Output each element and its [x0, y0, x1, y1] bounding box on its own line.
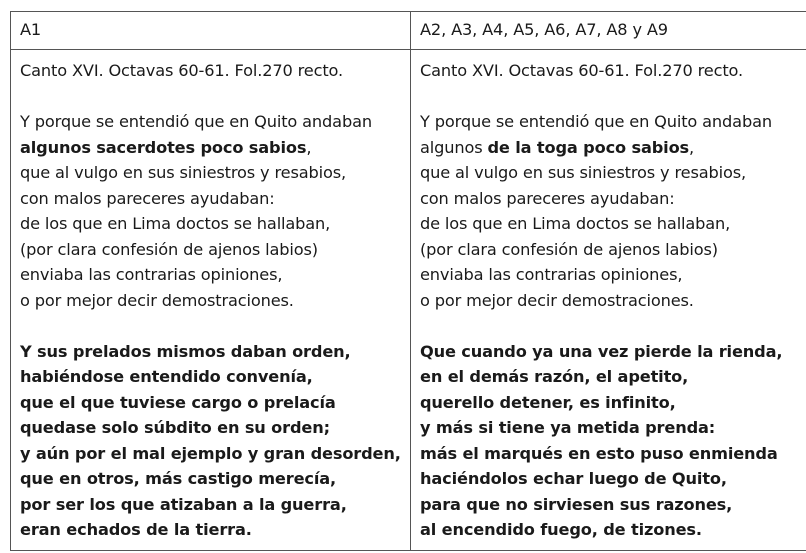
header-cell-a1: A1: [11, 12, 411, 50]
verse-line: Y sus prelados mismos daban orden,: [20, 341, 351, 361]
verse-line: querello detener, es infinito,: [420, 392, 676, 412]
comparison-table: [10, 11, 806, 551]
reference-line: Canto XVI. Octavas 60-61. Fol.270 recto.: [420, 61, 744, 80]
header-row: [11, 12, 806, 50]
verse-line: Y porque se entendió que en Quito andaban: [420, 112, 772, 131]
content-row: [11, 50, 806, 551]
verse-line: de los que en Lima doctos se hallaban,: [20, 214, 331, 233]
verse-line: (por clara confesión de ajenos labios): [420, 239, 718, 259]
verse-line: haciéndolos echar luego de Quito,: [420, 469, 727, 488]
verse-line: enviaba las contrarias opiniones,: [420, 265, 683, 284]
stanza-gap: [420, 313, 806, 339]
verse-line: (por clara confesión de ajenos labios): [20, 239, 318, 259]
verse-line: habiéndose entendido convenía,: [20, 367, 313, 386]
verse-line: para que no sirviesen sus razones,: [420, 494, 733, 514]
verse-line: al encendido fuego, de tizones.: [420, 520, 702, 539]
cell-a2-a9-text: [411, 50, 806, 551]
stanza-1-a1: [20, 109, 410, 313]
verse-line: más el marqués en esto puso enmienda: [420, 443, 778, 463]
verse-line: Y porque se entendió que en Quito andaban: [20, 112, 372, 131]
verse-line: que el que tuviese cargo o prelacía: [20, 392, 336, 412]
header-cell-a2-a9: A2, A3, A4, A5, A6, A7, A8 y A9: [411, 12, 806, 50]
verse-line: con malos pareceres ayudaban:: [20, 188, 275, 208]
stanza-2-a1: [20, 339, 410, 543]
verse-line: quedase solo súbdito en su orden;: [20, 418, 330, 437]
verse-line: algunos de la toga poco sabios,: [420, 137, 695, 157]
verse-line: o por mejor decir demostraciones.: [20, 290, 294, 310]
verse-line: que en otros, más castigo merecía,: [20, 469, 337, 488]
verse-line: con malos pareceres ayudaban:: [420, 188, 675, 208]
cell-a1-text: [11, 50, 411, 551]
verse-line: de los que en Lima doctos se hallaban,: [420, 214, 731, 233]
verse-line: y aún por el mal ejemplo y gran desorden,: [20, 443, 401, 463]
stanza-gap: [20, 84, 410, 110]
verse-line: que al vulgo en sus siniestros y resabios,: [20, 163, 347, 182]
stanza-gap: [20, 313, 410, 339]
stanza-gap: [420, 84, 806, 110]
verse-line: en el demás razón, el apetito,: [420, 367, 689, 386]
stanza-2-a2-a9: [420, 339, 806, 543]
verse-line: por ser los que atizaban a la guerra,: [20, 494, 347, 514]
verse-line: que al vulgo en sus siniestros y resabios,: [420, 163, 747, 182]
verse-line: y más si tiene ya metida prenda:: [420, 418, 716, 437]
verse-line: enviaba las contrarias opiniones,: [20, 265, 283, 284]
verse-line: algunos sacerdotes poco sabios,: [20, 137, 312, 157]
stanza-1-a2-a9: [420, 109, 806, 313]
reference-line: Canto XVI. Octavas 60-61. Fol.270 recto.: [20, 61, 344, 80]
verse-line: eran echados de la tierra.: [20, 520, 252, 539]
verse-line: o por mejor decir demostraciones.: [420, 290, 694, 310]
verse-line: Que cuando ya una vez pierde la rienda,: [420, 341, 783, 361]
